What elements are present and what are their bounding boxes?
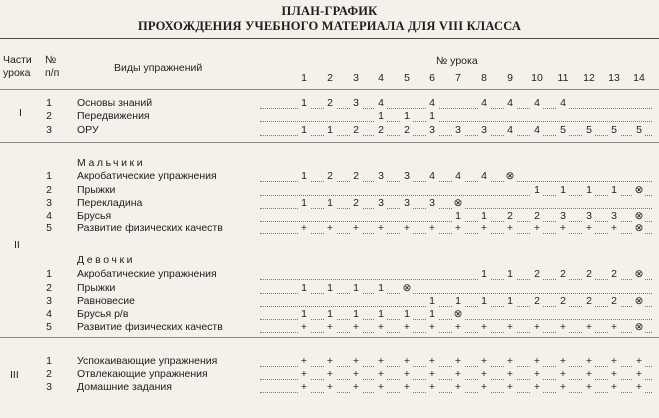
- row-number: 1: [46, 170, 52, 182]
- part2-rule: [0, 337, 659, 338]
- header-exercise-types: Виды упражнений: [114, 62, 203, 74]
- exercise-name: ОРУ: [77, 124, 99, 136]
- lesson-cell: 1: [478, 268, 490, 280]
- lesson-cell: +: [298, 381, 310, 393]
- lesson-cell: 1: [298, 308, 310, 320]
- part-label-3: III: [10, 369, 19, 381]
- lesson-cell: 1: [401, 110, 413, 122]
- lesson-cell: 2: [324, 97, 336, 109]
- lesson-cell: 1: [504, 295, 516, 307]
- lesson-number: 6: [429, 72, 435, 84]
- lesson-cell: 3: [401, 170, 413, 182]
- lesson-cell: +: [452, 355, 464, 367]
- lesson-number: 2: [327, 72, 333, 84]
- lesson-cell: +: [557, 381, 569, 393]
- lesson-cell: 1: [298, 197, 310, 209]
- lesson-cell: 1: [426, 308, 438, 320]
- lesson-cell: +: [401, 321, 413, 333]
- lesson-cell: 4: [531, 124, 543, 136]
- exercise-name: Прыжки: [77, 184, 116, 196]
- lesson-cell: ⊗: [634, 321, 644, 333]
- lesson-cell: +: [557, 368, 569, 380]
- lesson-cell: 1: [375, 282, 387, 294]
- lesson-cell: ⊗: [505, 170, 515, 182]
- row-number: 5: [46, 222, 52, 234]
- header-parts-line1: Части: [3, 54, 32, 66]
- lesson-cell: +: [583, 222, 595, 234]
- lesson-cell: +: [531, 368, 543, 380]
- lesson-cell: 2: [504, 210, 516, 222]
- part-label-2: II: [14, 239, 20, 251]
- lesson-cell: +: [531, 355, 543, 367]
- lesson-cell: 2: [350, 124, 362, 136]
- lesson-number: 12: [583, 72, 595, 84]
- lesson-cell: +: [350, 368, 362, 380]
- lesson-cell: +: [426, 355, 438, 367]
- plan-subtitle: ПРОХОЖДЕНИЯ УЧЕБНОГО МАТЕРИАЛА ДЛЯ VIII КЛАССА: [137, 19, 522, 33]
- exercise-name: Брусья р/в: [77, 308, 129, 320]
- lesson-cell: 4: [375, 97, 387, 109]
- exercise-name: Развитие физических качеств: [77, 222, 223, 234]
- lesson-cell: 1: [298, 97, 310, 109]
- lesson-cell: 3: [401, 197, 413, 209]
- lesson-cell: +: [478, 222, 490, 234]
- lesson-number: 3: [353, 72, 359, 84]
- lesson-cell: ⊗: [634, 210, 644, 222]
- header-parts-line2: урока: [3, 67, 31, 79]
- lesson-cell: 1: [350, 282, 362, 294]
- exercise-name: Развитие физических качеств: [77, 321, 223, 333]
- lesson-cell: +: [608, 368, 620, 380]
- lesson-cell: +: [350, 381, 362, 393]
- lesson-cell: 2: [324, 170, 336, 182]
- plan-title: ПЛАН-ГРАФИК: [281, 4, 378, 18]
- lesson-cell: +: [583, 368, 595, 380]
- part-label-1: I: [19, 107, 22, 119]
- lesson-cell: 2: [608, 295, 620, 307]
- lesson-number: 7: [455, 72, 461, 84]
- lesson-number: 1: [301, 72, 307, 84]
- header-num-line2: п/п: [45, 67, 60, 79]
- lesson-cell: 3: [452, 124, 464, 136]
- lesson-cell: 1: [324, 308, 336, 320]
- lesson-cell: +: [375, 321, 387, 333]
- lesson-cell: +: [426, 321, 438, 333]
- lesson-cell: +: [633, 368, 645, 380]
- row-number: 1: [46, 97, 52, 109]
- lesson-cell: +: [557, 355, 569, 367]
- lesson-cell: +: [633, 381, 645, 393]
- lesson-cell: +: [324, 381, 336, 393]
- lesson-cell: +: [401, 368, 413, 380]
- lesson-cell: +: [324, 355, 336, 367]
- lesson-cell: 1: [298, 124, 310, 136]
- lesson-cell: 3: [426, 124, 438, 136]
- lesson-cell: +: [608, 381, 620, 393]
- lesson-cell: +: [350, 321, 362, 333]
- lesson-cell: +: [531, 222, 543, 234]
- header-lesson-number: № урока: [436, 55, 478, 67]
- lesson-cell: 2: [531, 210, 543, 222]
- lesson-cell: +: [426, 222, 438, 234]
- row-number: 3: [46, 295, 52, 307]
- lesson-number: 11: [557, 72, 569, 84]
- lesson-cell: ⊗: [634, 295, 644, 307]
- lesson-number: 14: [633, 72, 645, 84]
- lesson-cell: 1: [298, 282, 310, 294]
- lesson-cell: 3: [608, 210, 620, 222]
- lesson-cell: 3: [478, 124, 490, 136]
- lesson-cell: ⊗: [402, 282, 412, 294]
- lesson-cell: +: [478, 355, 490, 367]
- lesson-cell: +: [375, 355, 387, 367]
- row-number: 3: [46, 381, 52, 393]
- lesson-cell: 4: [452, 170, 464, 182]
- lesson-cell: 1: [375, 110, 387, 122]
- lesson-cell: +: [608, 355, 620, 367]
- exercise-name: Перекладина: [77, 197, 143, 209]
- lesson-cell: 2: [375, 124, 387, 136]
- lesson-cell: 3: [350, 97, 362, 109]
- lesson-cell: +: [375, 222, 387, 234]
- lesson-cell: +: [426, 368, 438, 380]
- lesson-cell: 4: [531, 97, 543, 109]
- lesson-cell: +: [608, 222, 620, 234]
- lesson-cell: 1: [350, 308, 362, 320]
- row-number: 4: [46, 308, 52, 320]
- lesson-cell: +: [401, 355, 413, 367]
- lesson-cell: +: [452, 321, 464, 333]
- lesson-cell: +: [452, 381, 464, 393]
- lesson-cell: 2: [557, 268, 569, 280]
- lesson-cell: +: [375, 368, 387, 380]
- lesson-cell: +: [504, 368, 516, 380]
- lesson-cell: +: [504, 321, 516, 333]
- row-number: 3: [46, 124, 52, 136]
- lesson-number: 9: [507, 72, 513, 84]
- lesson-cell: ⊗: [634, 184, 644, 196]
- header-num-line1: №: [45, 54, 57, 66]
- lesson-cell: 2: [583, 268, 595, 280]
- lesson-cell: +: [324, 222, 336, 234]
- row-number: 3: [46, 197, 52, 209]
- lesson-cell: +: [504, 381, 516, 393]
- lesson-cell: +: [583, 381, 595, 393]
- lesson-cell: 1: [298, 170, 310, 182]
- dotted-leader: [260, 108, 652, 109]
- lesson-number: 10: [531, 72, 543, 84]
- lesson-cell: 4: [504, 97, 516, 109]
- lesson-cell: 1: [478, 295, 490, 307]
- lesson-cell: 1: [426, 295, 438, 307]
- lesson-cell: 1: [608, 184, 620, 196]
- lesson-cell: 5: [583, 124, 595, 136]
- lesson-cell: 2: [583, 295, 595, 307]
- lesson-cell: 1: [426, 110, 438, 122]
- lesson-cell: +: [298, 368, 310, 380]
- lesson-cell: 1: [452, 210, 464, 222]
- lesson-cell: +: [504, 355, 516, 367]
- lesson-cell: 1: [324, 282, 336, 294]
- lesson-cell: ⊗: [634, 268, 644, 280]
- lesson-cell: +: [478, 321, 490, 333]
- exercise-name: Равновесие: [77, 295, 135, 307]
- lesson-cell: +: [350, 222, 362, 234]
- row-number: 2: [46, 368, 52, 380]
- lesson-cell: +: [452, 222, 464, 234]
- lesson-cell: +: [324, 321, 336, 333]
- lesson-cell: +: [324, 368, 336, 380]
- lesson-cell: 4: [478, 170, 490, 182]
- lesson-cell: 2: [557, 295, 569, 307]
- lesson-cell: +: [504, 222, 516, 234]
- lesson-cell: ⊗: [634, 222, 644, 234]
- lesson-cell: 3: [375, 170, 387, 182]
- lesson-cell: 4: [426, 97, 438, 109]
- lesson-cell: 5: [633, 124, 645, 136]
- row-number: 2: [46, 110, 52, 122]
- lesson-cell: +: [401, 381, 413, 393]
- lesson-cell: +: [531, 381, 543, 393]
- row-number: 2: [46, 282, 52, 294]
- lesson-cell: 2: [401, 124, 413, 136]
- lesson-number: 5: [404, 72, 410, 84]
- lesson-cell: 3: [426, 197, 438, 209]
- header-rule: [0, 89, 659, 90]
- lesson-cell: 5: [608, 124, 620, 136]
- lesson-cell: +: [401, 222, 413, 234]
- part1-rule: [0, 142, 659, 143]
- lesson-cell: +: [298, 321, 310, 333]
- lesson-cell: +: [633, 355, 645, 367]
- lesson-cell: 2: [608, 268, 620, 280]
- lesson-cell: 1: [557, 184, 569, 196]
- lesson-cell: 1: [531, 184, 543, 196]
- lesson-cell: 1: [583, 184, 595, 196]
- table-top-rule: [0, 38, 659, 39]
- lesson-cell: 4: [426, 170, 438, 182]
- row-number: 2: [46, 184, 52, 196]
- lesson-cell: 1: [324, 197, 336, 209]
- lesson-cell: +: [375, 381, 387, 393]
- row-number: 1: [46, 355, 52, 367]
- dotted-leader: [260, 121, 652, 122]
- lesson-cell: +: [608, 321, 620, 333]
- exercise-name: Брусья: [77, 210, 112, 222]
- lesson-number: 13: [608, 72, 620, 84]
- lesson-cell: 1: [401, 308, 413, 320]
- lesson-cell: +: [557, 222, 569, 234]
- lesson-cell: +: [583, 355, 595, 367]
- lesson-cell: 1: [504, 268, 516, 280]
- lesson-cell: +: [583, 321, 595, 333]
- lesson-cell: 5: [557, 124, 569, 136]
- lesson-cell: 1: [375, 308, 387, 320]
- lesson-cell: 2: [350, 170, 362, 182]
- lesson-cell: +: [298, 355, 310, 367]
- lesson-cell: 3: [557, 210, 569, 222]
- row-number: 1: [46, 268, 52, 280]
- exercise-name: Акробатические упражнения: [77, 170, 217, 182]
- lesson-cell: +: [478, 368, 490, 380]
- section-girls: Девочки: [77, 254, 136, 266]
- row-number: 5: [46, 321, 52, 333]
- exercise-name: Успокаивающие упражнения: [77, 355, 218, 367]
- lesson-cell: +: [350, 355, 362, 367]
- exercise-name: Основы знаний: [77, 97, 153, 109]
- row-number: 4: [46, 210, 52, 222]
- lesson-cell: 1: [478, 210, 490, 222]
- lesson-cell: 3: [375, 197, 387, 209]
- exercise-name: Отвлекающие упражнения: [77, 368, 208, 380]
- lesson-cell: 2: [531, 295, 543, 307]
- lesson-number: 8: [481, 72, 487, 84]
- lesson-cell: 3: [583, 210, 595, 222]
- exercise-name: Акробатические упражнения: [77, 268, 217, 280]
- lesson-cell: 4: [478, 97, 490, 109]
- lesson-cell: +: [452, 368, 464, 380]
- lesson-cell: +: [557, 321, 569, 333]
- lesson-cell: 1: [324, 124, 336, 136]
- lesson-number: 4: [378, 72, 384, 84]
- exercise-name: Прыжки: [77, 282, 116, 294]
- exercise-name: Передвижения: [77, 110, 150, 122]
- lesson-cell: 2: [350, 197, 362, 209]
- exercise-name: Домашние задания: [77, 381, 172, 393]
- dotted-leader: [260, 293, 652, 294]
- lesson-cell: +: [531, 321, 543, 333]
- lesson-cell: 4: [557, 97, 569, 109]
- lesson-cell: 4: [504, 124, 516, 136]
- lesson-cell: +: [478, 381, 490, 393]
- section-boys: Мальчики: [77, 157, 146, 169]
- lesson-cell: ⊗: [453, 308, 463, 320]
- lesson-cell: ⊗: [453, 197, 463, 209]
- lesson-cell: 2: [531, 268, 543, 280]
- lesson-cell: +: [426, 381, 438, 393]
- lesson-cell: 1: [452, 295, 464, 307]
- lesson-cell: +: [298, 222, 310, 234]
